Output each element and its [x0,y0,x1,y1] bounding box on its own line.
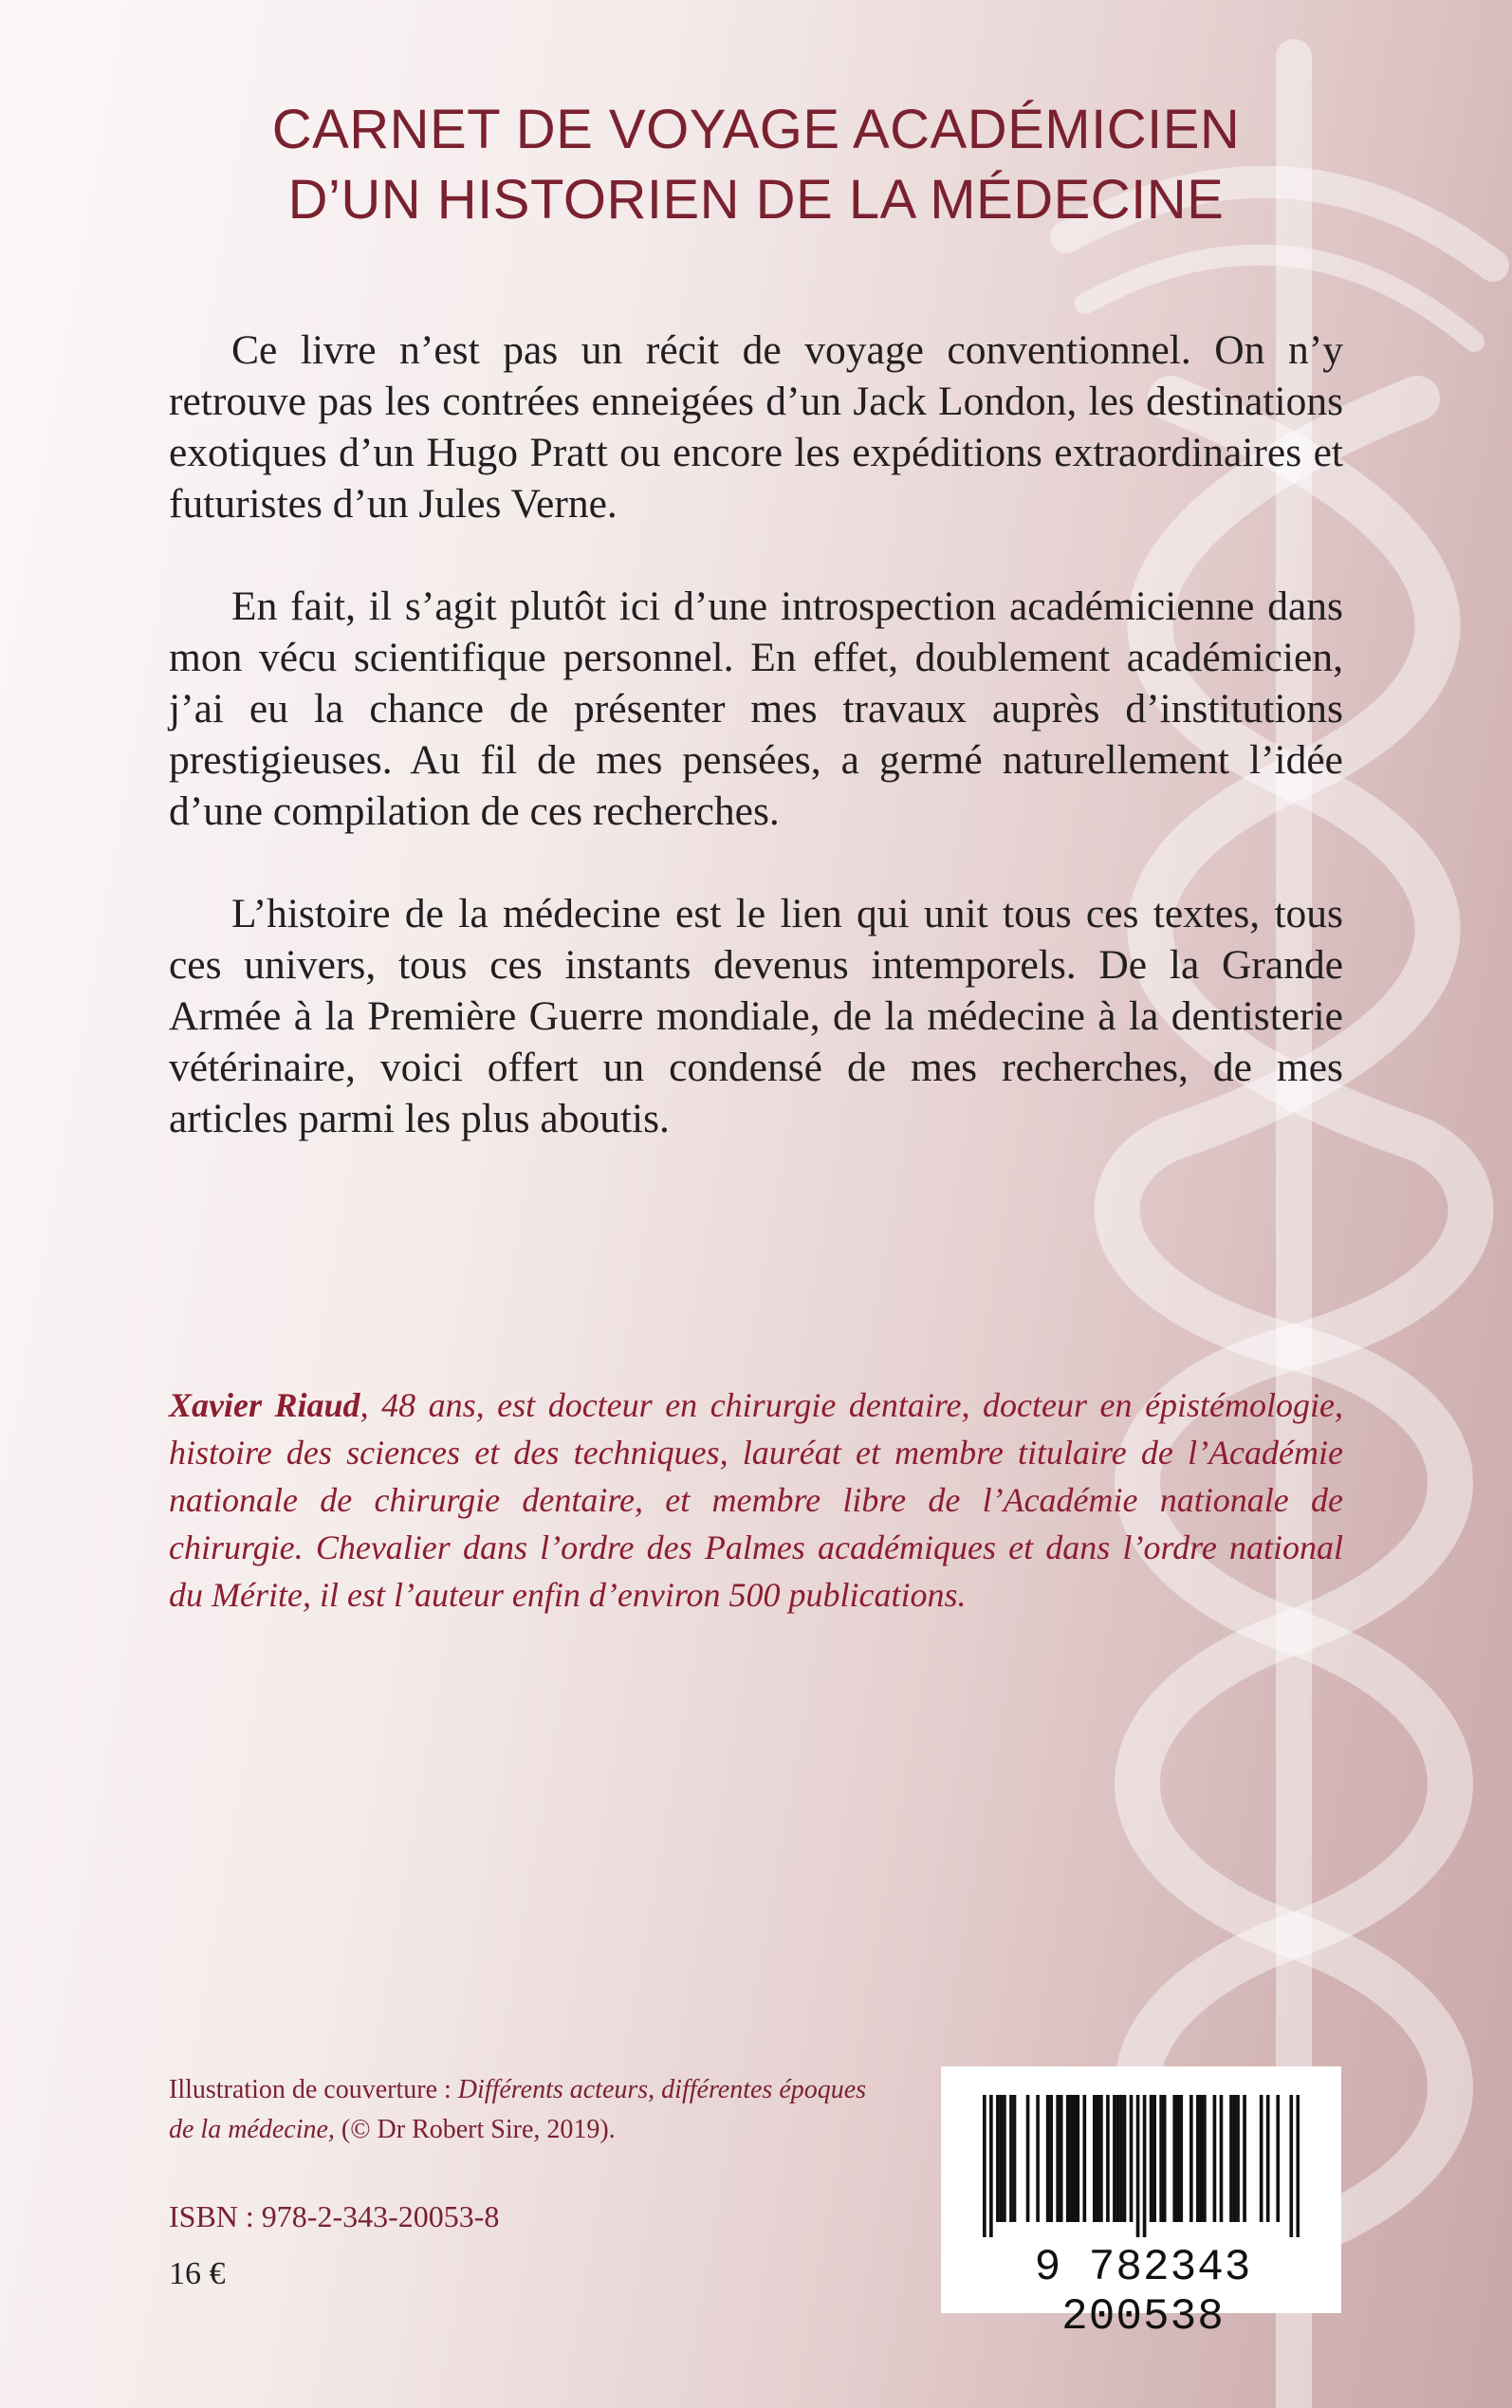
barcode-bar [1243,2095,1246,2222]
credit-copyright: (© Dr Robert Sire, 2019). [334,2115,616,2144]
barcode-bar [1013,2095,1017,2222]
blurb [169,324,1343,1195]
isbn: ISBN : 978-2-343-20053-8 [169,2199,500,2233]
barcode-bar [1049,2095,1053,2222]
barcode-bar [1189,2095,1193,2222]
barcode-bar [983,2095,986,2237]
barcode-bar [1296,2095,1300,2237]
blurb-paragraph-3: L’histoire de la médecine est le lien qui unit tous ces textes, tous ces univers, tous ces instants devenus intemporels. De la Grande Armée à la Première Guerre mondiale, de la médecine à la dentisterie vétérinaire, voici offert un condensé de mes recherches, de mes articles parmi les plus aboutis. [169,891,1343,1141]
barcode-bar [1046,2095,1050,2222]
barcode-bar [1000,2095,1004,2222]
title-line-1: CARNET DE VOYAGE ACADÉMICIEN [271,99,1241,160]
barcode-bar [1229,2095,1233,2222]
barcode-bar [1150,2095,1153,2222]
barcode-bar [1136,2095,1140,2237]
barcode-bar [1097,2095,1100,2222]
barcode-bar [1069,2095,1073,2222]
barcode-bar [996,2095,1000,2222]
barcode-digits: 9 782343 200538 [1034,2243,1252,2342]
barcode-bar [1233,2095,1237,2222]
barcode-bar [1159,2095,1163,2222]
barcode-bars [983,2095,1300,2237]
credit-work: Différents acteurs, différentes époques de la médecine, [169,2075,867,2144]
barcode-bar [1036,2095,1040,2222]
barcode-bar [1176,2095,1180,2222]
barcode-bar [1073,2095,1077,2222]
barcode-bar [1119,2095,1123,2222]
barcode-bar [1056,2095,1060,2222]
barcode-bar [1203,2095,1207,2222]
barcode-bar [1236,2095,1240,2222]
barcode [941,2066,1341,2342]
barcode-bar [1172,2095,1176,2222]
barcode-bar [1099,2095,1103,2222]
price: 16 € [169,2256,226,2291]
barcode-bar [1196,2095,1200,2222]
barcode-bar [1066,2095,1070,2222]
barcode-bar [1003,2095,1006,2222]
barcode-bar [1082,2095,1086,2222]
author-bio [169,1381,1343,1619]
barcode-bar [1213,2095,1217,2222]
barcode-bar [1179,2095,1183,2222]
author-name: Xavier Riaud [169,1386,360,1424]
barcode-bar [1123,2095,1127,2222]
barcode-bar [989,2095,993,2237]
author-bio-text: , 48 ans, est docteur en chirurgie dentaire, docteur en épistémologie, histoire des sciences et des techniques, lauréat et membre titulaire de l’Académie nationale de chirurgie dentaire, et membre libre de l’Académie nationale de chirurgie. Chevalier dans l’ordre des Palmes académiques et dans l’ordre national du Mérite, il est l’auteur enfin d’environ 500 publications. [169,1386,1344,1614]
barcode-bar [1220,2095,1224,2222]
blurb-paragraph-2: En fait, il s’agit plutôt ici d’une introspection académicienne dans mon vécu scientifique personnel. En effet, doublement académicien, j’ai eu la chance de présenter mes travaux auprès d’institutions prestigieuses. Au fil de mes pensées, a germé naturellement l’idée d’une compilation de ces recherches. [169,583,1343,834]
barcode-bar [1026,2095,1030,2222]
barcode-bar [1093,2095,1097,2222]
barcode-bar [1163,2095,1167,2222]
barcode-bar [1266,2095,1270,2222]
barcode-bar [1076,2095,1079,2222]
cover-credit [169,2070,890,2150]
barcode-bar [1009,2095,1013,2222]
barcode-bar [1060,2095,1063,2222]
barcode-bar [1152,2095,1156,2222]
barcode-bar [1130,2095,1134,2222]
blurb-paragraph-1: Ce livre n’est pas un récit de voyage conventionnel. On n’y retrouve pas les contrées enneigées d’un Jack London, les destinations exotiques d’un Hugo Pratt ou encore les expéditions extraordinaires et futuristes d’un Jules Verne. [169,327,1343,527]
barcode-bar [1143,2095,1147,2237]
barcode-bar [1116,2095,1120,2222]
book-title [0,95,1512,235]
barcode-bar [1276,2095,1280,2222]
barcode-bar [1106,2095,1110,2222]
barcode-bar [1260,2095,1263,2222]
title-line-2: D’UN HISTORIEN DE LA MÉDECINE [287,169,1225,231]
barcode-bar [1200,2095,1204,2222]
barcode-bar [1113,2095,1116,2222]
credit-label: Illustration de couverture : [169,2075,458,2104]
barcode-bar [1289,2095,1293,2237]
